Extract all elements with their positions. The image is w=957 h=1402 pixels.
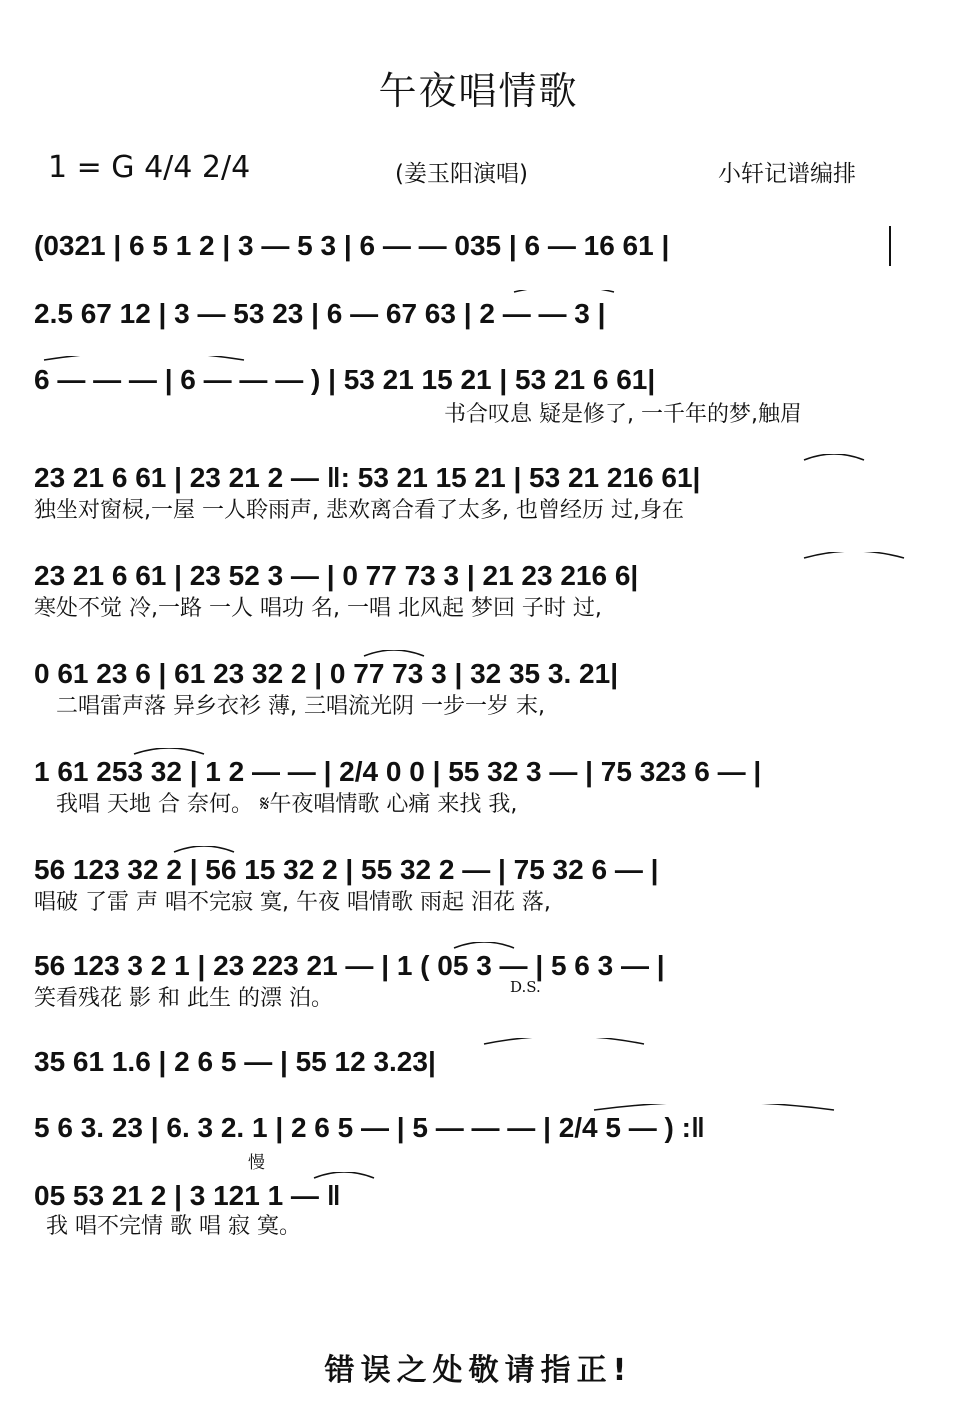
notation-row: [34, 290, 924, 340]
notation-row-text: (0321 | 6 5 1 2 | 3 — 5 3 | 6 — — 035 | 6 — 16 61 |: [34, 230, 670, 261]
song-title: 午夜唱情歌: [378, 69, 579, 113]
lyric-row: [34, 788, 924, 822]
singer-credit: (姜玉阳演唱): [395, 161, 528, 187]
notation-row-text: 5 6 3. 23 | 6. 3 2. 1 | 2 6 5 — | 5 — — — | 2/4 5 — ) :‖: [34, 1112, 705, 1143]
notation-row-text: 56 123 3 2 1 | 23 223 21 — | 1 ( 05 3 — | 5 6 3 — |: [34, 950, 665, 981]
footer-note: 错误之处敬请指正!: [324, 1353, 633, 1388]
notation-row-text: 6 — — — | 6 — — — ) | 53 21 15 21 | 53 21 6 61|: [34, 364, 656, 395]
lyric-row-text: 二唱雷声落 异乡衣衫 薄, 三唱流光阴 一步一岁 末,: [56, 694, 545, 719]
notation-row-text: 1 61 253 32 | 1 2 — — | 2/4 0 0 | 55 32 3 — | 75 323 6 — |: [34, 756, 762, 787]
lyric-row-text: 唱破 了雷 声 唱不完寂 寞, 午夜 唱情歌 雨起 泪花 落,: [34, 890, 551, 915]
notation-row: [34, 222, 924, 272]
lyric-row-text: 寒处不觉 冷,一路 一人 唱功 名, 一唱 北风起 梦回 子时 过,: [34, 596, 602, 621]
notation-row: [34, 1038, 924, 1088]
dal-segno-mark: D.S.: [510, 978, 541, 996]
arranger-credit: 小轩记谱编排: [718, 161, 856, 187]
notation-row-text: 23 21 6 61 | 23 21 2 — ‖: 53 21 15 21 | 53 21 216 61|: [34, 462, 701, 493]
lyric-row: [34, 592, 924, 626]
notation-row-text: 0 61 23 6 | 61 23 32 2 | 0 77 73 3 | 32 35 3. 21|: [34, 658, 619, 689]
lyric-row: [34, 982, 924, 1016]
key-signature: 1 = G 4/4 2/4: [48, 150, 251, 185]
lyric-row: [34, 494, 924, 528]
lyric-row: [34, 398, 924, 432]
tempo-mark: 慢: [248, 1153, 265, 1173]
lyric-row-text: 笑看残花 影 和 此生 的漂 泊。: [34, 986, 333, 1011]
lyric-row: [34, 1210, 924, 1244]
notation-row-text: 05 53 21 2 | 3 121 1 — ‖: [34, 1180, 341, 1211]
notation-row: [34, 1104, 924, 1154]
lyric-row-text: 书合叹息 疑是修了, 一千年的梦,触眉: [444, 402, 802, 427]
lyric-row: [34, 886, 924, 920]
lyric-row-text: 独坐对窗棂,一屋 一人聆雨声, 悲欢离合看了太多, 也曾经历 过,身在: [34, 498, 684, 523]
notation-row-text: 2.5 67 12 | 3 — 53 23 | 6 — 67 63 | 2 — — 3 |: [34, 298, 606, 329]
lyric-row: [34, 690, 924, 724]
notation-row-text: 23 21 6 61 | 23 52 3 — | 0 77 73 3 | 21 23 216 6|: [34, 560, 639, 591]
notation-row-text: 56 123 32 2 | 56 15 32 2 | 55 32 2 — | 75 32 6 — |: [34, 854, 659, 885]
notation-row-text: 35 61 1.6 | 2 6 5 — | 55 12 3.23|: [34, 1046, 436, 1077]
lyric-row-text: 我唱 天地 合 奈何。 𝄋午夜唱情歌 心痛 来找 我,: [56, 792, 518, 817]
lyric-row-text: 我 唱不完情 歌 唱 寂 寞。: [46, 1214, 301, 1239]
